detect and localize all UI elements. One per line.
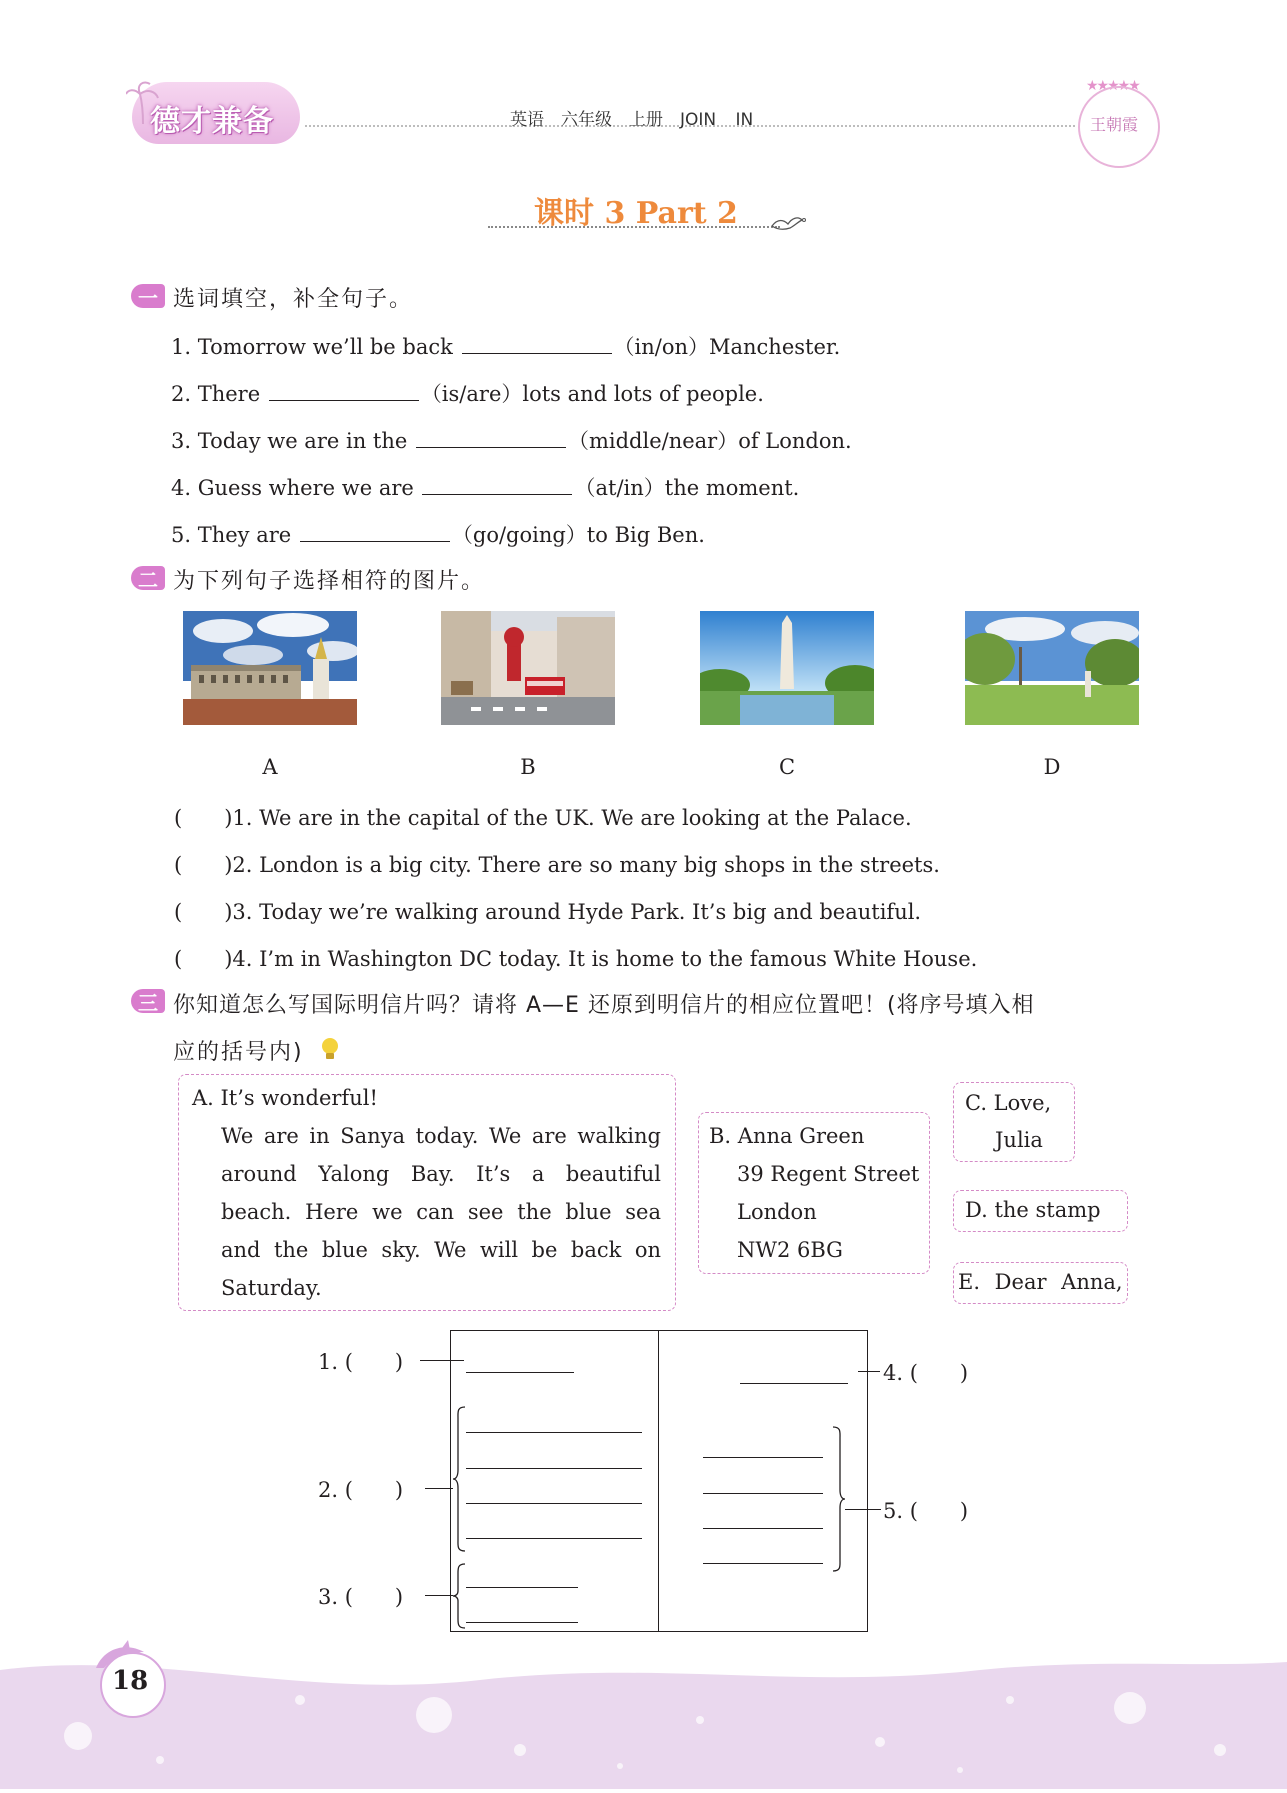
fill-item-options: （in/on）Manchester. (613, 335, 841, 359)
option-a-line-2: around Yalong Bay. It’s a beautiful (221, 1162, 661, 1186)
option-a-line-4: and the blue sky. We will be back on (221, 1238, 661, 1262)
match-item-1[interactable]: ( )1. We are in the capital of the UK. We are looking at the Palace. (174, 806, 912, 830)
section-badge-3 (131, 989, 165, 1013)
section-3-instruction-line1: 你知道怎么写国际明信片吗？请将 A—E 还原到明信片的相应位置吧！(将序号填入相 (173, 993, 1035, 1018)
match-item-4[interactable]: ( )4. I’m in Washington DC today. It is home to the famous White House. (174, 947, 978, 971)
postcard-label-3[interactable]: 3. ( ) (318, 1585, 404, 1609)
monument-photo (700, 611, 874, 725)
option-b-line-1: B. Anna Green (709, 1124, 865, 1148)
option-b-line-3: London (737, 1200, 817, 1224)
fill-item-options: （is/are）lots and lots of people. (420, 382, 764, 406)
section-badge-2-label: 二 (138, 568, 158, 592)
section-3-instruction-line2: 应的括号内) (173, 1040, 304, 1065)
write-line[interactable] (703, 1493, 823, 1494)
star-row-icon: ★★★★★ (1086, 78, 1139, 94)
option-b-line-2: 39 Regent Street (737, 1162, 920, 1186)
write-line[interactable] (703, 1528, 823, 1529)
write-line[interactable] (466, 1538, 642, 1539)
option-c-line-2: Julia (995, 1128, 1043, 1152)
answer-blank[interactable] (269, 382, 419, 401)
fill-item-text: 1. Tomorrow we’ll be back (171, 335, 460, 359)
option-a-heading: A. It’s wonderful! (192, 1086, 378, 1110)
postcard-label-1[interactable]: 1. ( ) (318, 1350, 404, 1374)
fill-item-5 (171, 519, 705, 549)
fill-item-options: （at/in）the moment. (574, 476, 800, 500)
option-d-text: D. the stamp (965, 1198, 1101, 1222)
picture-label-d: D (1043, 755, 1061, 779)
picture-label-a: A (262, 755, 278, 779)
postcard-label-5[interactable]: 5. ( ) (883, 1499, 969, 1523)
write-line[interactable] (703, 1457, 823, 1458)
fill-item-options: （middle/near）of London. (567, 429, 852, 453)
connector-4 (858, 1371, 880, 1372)
right-brace-5 (832, 1426, 846, 1576)
lesson-title: 课时 3 Part 2 (534, 196, 738, 231)
write-line[interactable] (466, 1587, 578, 1588)
section-badge-1 (131, 284, 165, 308)
write-line[interactable] (466, 1503, 642, 1504)
section-2-instruction: 为下列句子选择相符的图片。 (173, 569, 486, 594)
answer-blank[interactable] (422, 476, 572, 495)
connector-2 (425, 1488, 453, 1489)
footer-decoration (0, 1640, 1287, 1789)
option-a-line-1: We are in Sanya today. We are walking (221, 1124, 661, 1148)
page-number: 18 (112, 1666, 149, 1696)
fill-item-4 (171, 472, 799, 502)
fill-item-3 (171, 425, 852, 455)
match-item-3[interactable]: ( )3. Today we’re walking around Hyde Park. It’s big and beautiful. (174, 900, 922, 924)
option-c-line-1: C. Love, (965, 1091, 1052, 1115)
write-line[interactable] (703, 1563, 823, 1564)
section-badge-2 (131, 566, 165, 590)
fill-item-text: 2. There (171, 382, 267, 406)
course-info: 英语 六年级 上册 JOIN IN (510, 110, 754, 130)
fill-item-text: 4. Guess where we are (171, 476, 421, 500)
write-line[interactable] (740, 1383, 848, 1384)
fill-item-text: 5. They are (171, 523, 298, 547)
fill-item-1 (171, 331, 840, 361)
park-photo (965, 611, 1139, 725)
write-line[interactable] (466, 1622, 578, 1623)
palace-photo (183, 611, 357, 725)
author-seal-text: 王朝霞 (1090, 115, 1139, 134)
postcard-divider (658, 1330, 659, 1632)
answer-blank[interactable] (300, 523, 450, 542)
fill-item-options: （go/going）to Big Ben. (451, 523, 705, 547)
picture-label-c: C (778, 755, 796, 779)
write-line[interactable] (466, 1468, 642, 1469)
match-item-2[interactable]: ( )2. London is a big city. There are so many big shops in the streets. (174, 853, 940, 877)
postcard-label-4[interactable]: 4. ( ) (883, 1361, 969, 1385)
option-a-line-5: Saturday. (221, 1276, 322, 1300)
left-brace-3 (452, 1563, 466, 1633)
write-line[interactable] (466, 1432, 642, 1433)
fill-item-text: 3. Today we are in the (171, 429, 414, 453)
option-e-text: E. Dear Anna, (958, 1270, 1123, 1294)
write-line[interactable] (466, 1372, 574, 1373)
connector-3 (425, 1595, 453, 1596)
connector-5 (845, 1509, 881, 1510)
street-shops-photo (441, 611, 615, 725)
lightbulb-icon (320, 1036, 340, 1066)
section-badge-1-label: 一 (138, 286, 158, 310)
option-b-line-4: NW2 6BG (737, 1238, 843, 1262)
picture-label-b: B (520, 755, 536, 779)
answer-blank[interactable] (416, 429, 566, 448)
section-badge-3-label: 三 (138, 991, 158, 1015)
connector-1 (420, 1360, 464, 1361)
answer-blank[interactable] (462, 335, 612, 354)
section-1-instruction: 选词填空，补全句子。 (173, 287, 414, 312)
bird-icon (770, 214, 806, 238)
title-underline (488, 226, 780, 228)
left-brace-2 (452, 1406, 466, 1556)
postcard-label-2[interactable]: 2. ( ) (318, 1478, 404, 1502)
option-a-line-3: beach. Here we can see the blue sea (221, 1200, 661, 1224)
brand-logo: 德才兼备 (150, 104, 274, 139)
fill-item-2 (171, 378, 764, 408)
